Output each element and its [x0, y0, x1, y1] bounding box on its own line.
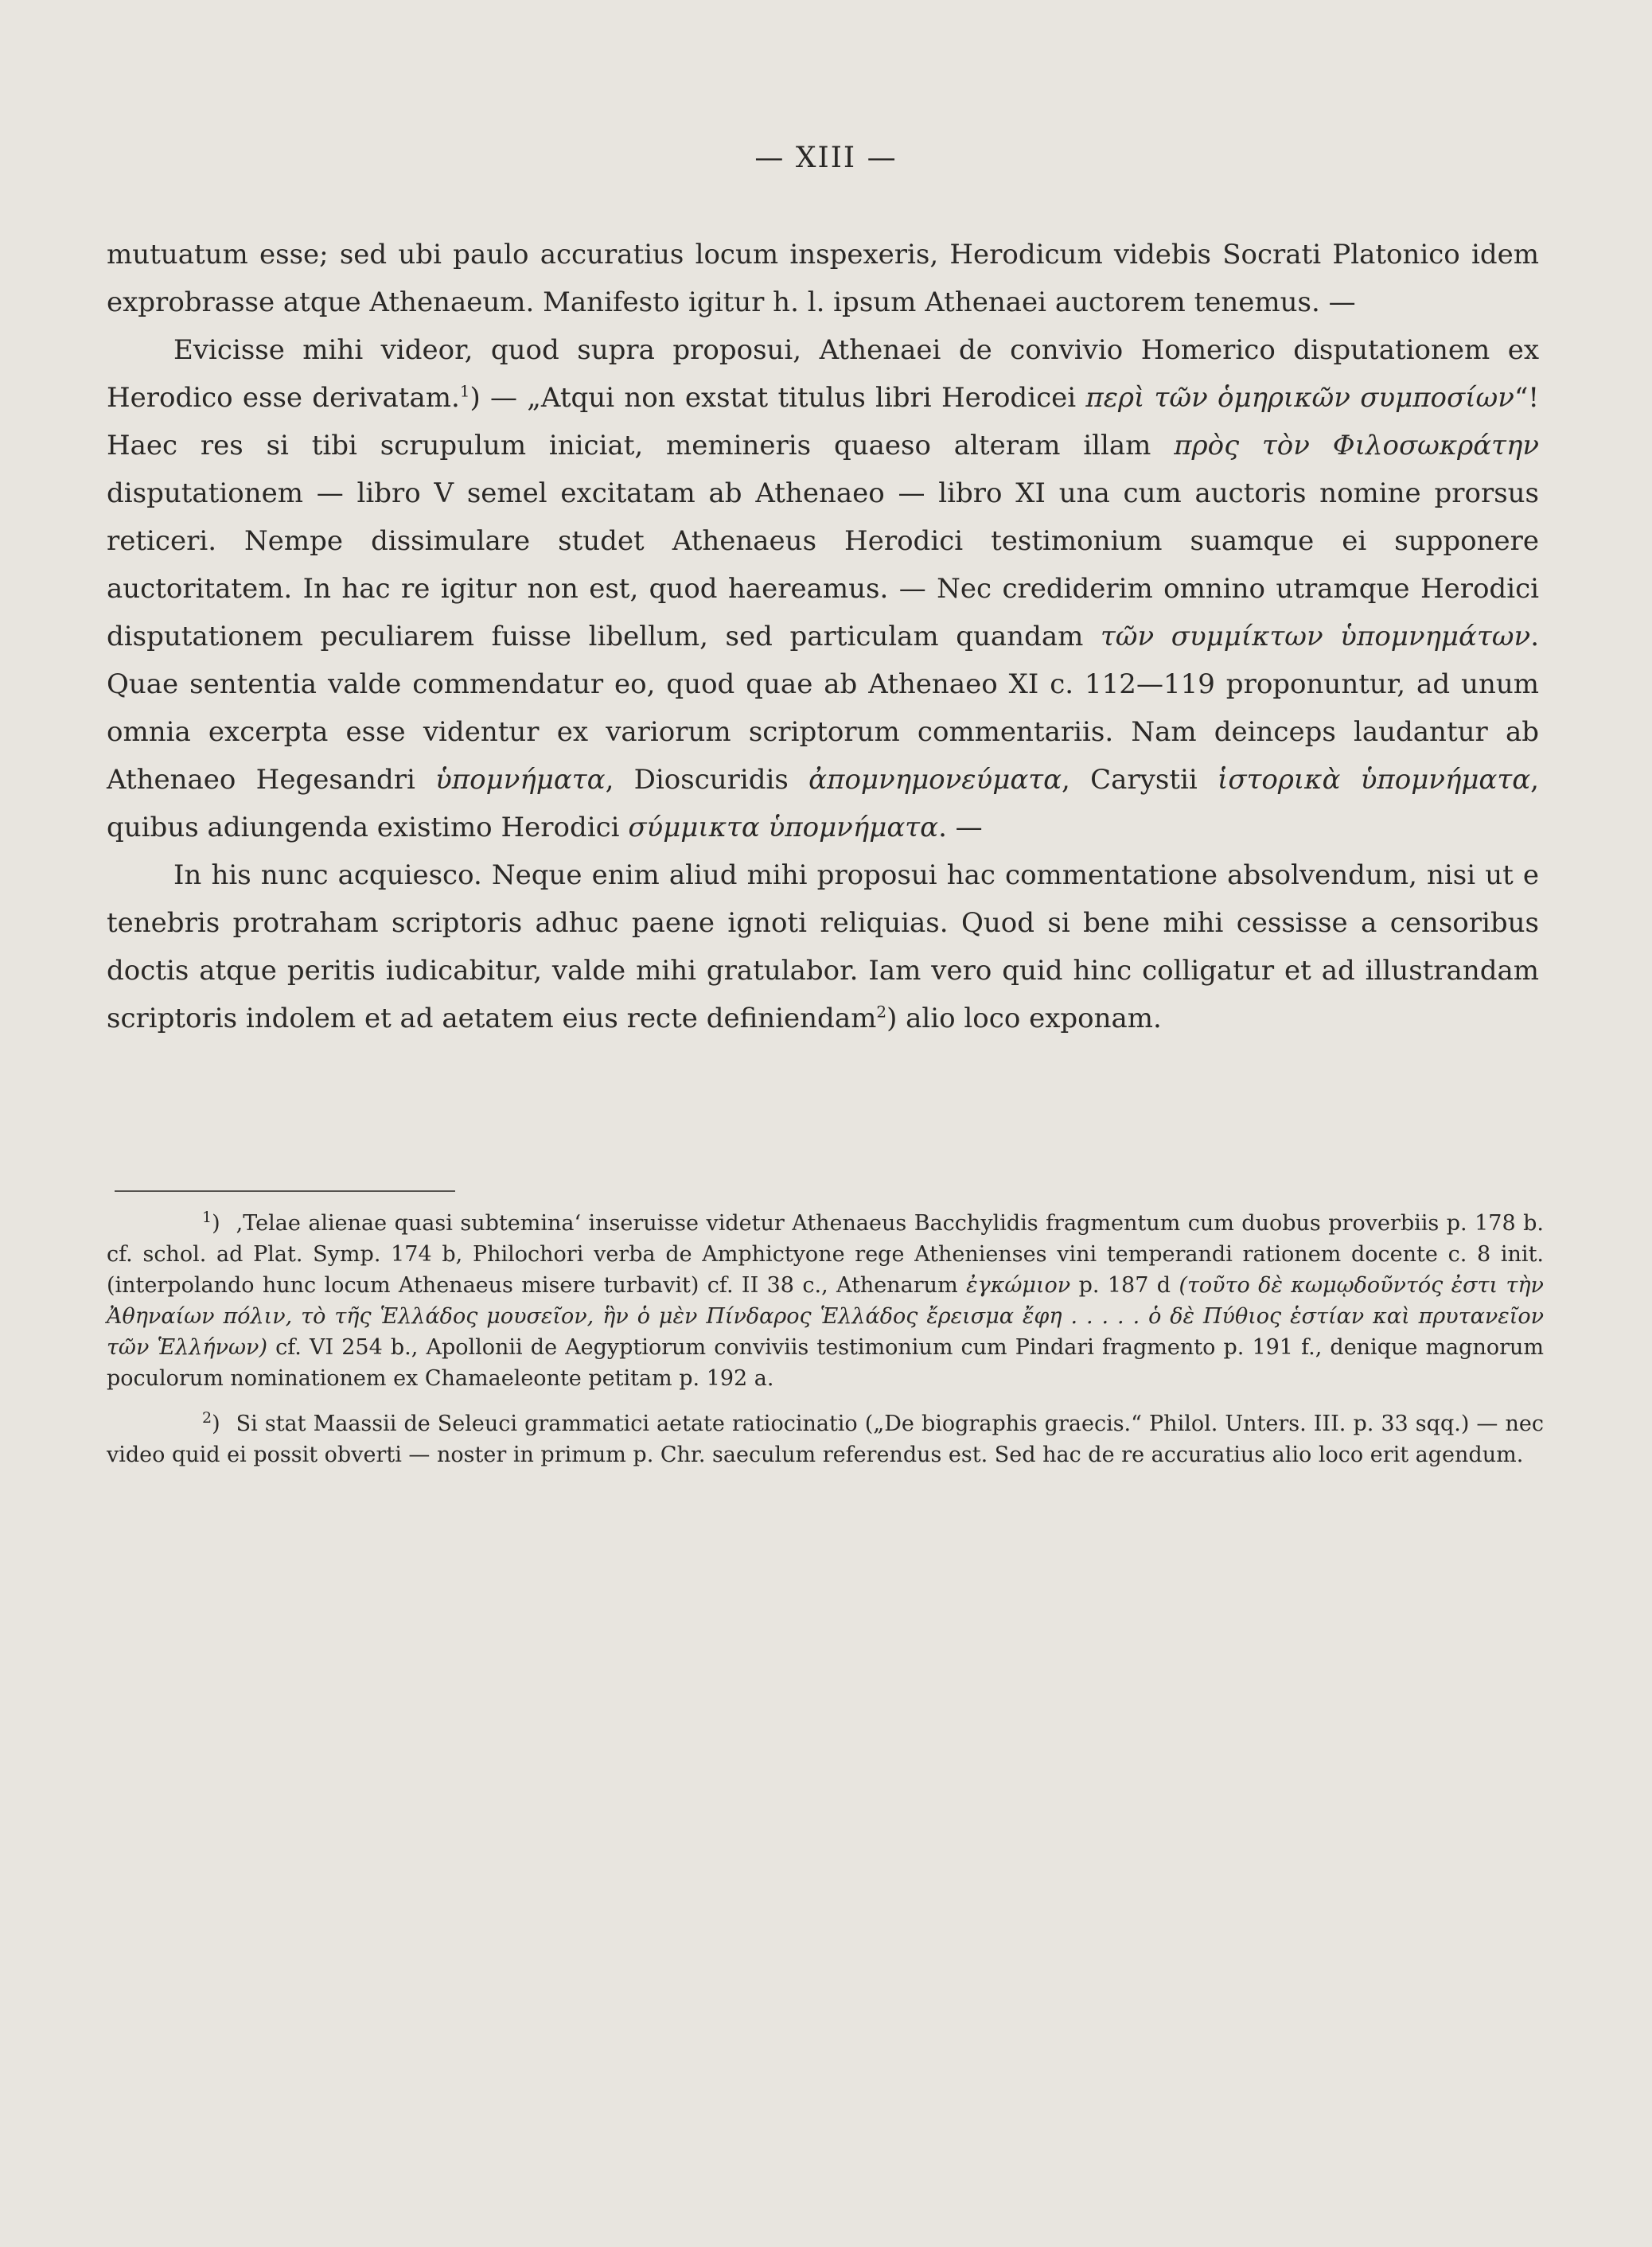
footnote-1-number: 1	[202, 1209, 212, 1226]
paragraph-2-text-c: “! Haec res si tibi scrupulum iniciat, memineris quaeso alteram illam	[107, 382, 1539, 461]
footnote-1	[107, 1208, 1544, 1394]
footnote-1-text-b: p. 187 d	[1078, 1273, 1171, 1298]
greek-symmikta: σύμμικτα ὑπομνήματα	[628, 812, 939, 843]
paragraph-3	[107, 851, 1539, 1042]
paragraph-2-text-a: Evicisse mihi videor, quod supra proposui, Athenaei de convivio Homerico disputationem ex Herodico esse derivatam.	[107, 334, 1539, 414]
footnote-2-marker: $^2$)	[202, 1409, 220, 1436]
footnote-2-text: Si stat Maassii de Seleuci grammatici aetate ratiocinatio („De biographis graecis.“ Philol. Unters. III. p. 33 sqq.) — nec video quid ei possit obverti — noster in primum p. Chr. saeculum referendus est. Sed hac de re accuratius alio loco erit agendum.	[107, 1412, 1544, 1467]
paragraph-2-text-e: . Quae sententia valde commendatur eo, quod quae ab Athenaeo XI c. 112—119 proponuntur, ad unum omnia excerpta esse videntur ex variorum scriptorum commentariis. Nam deinceps laudantur ab Athenaeo Hegesandri	[107, 621, 1540, 796]
footnote-1-marker: $^1$)	[202, 1209, 220, 1236]
footnote-1-greek-enkomion: ἐγκώμιον	[966, 1273, 1071, 1298]
paragraph-2-text-f: , Dioscuridis	[605, 764, 789, 796]
page-number-header: — XIII —	[754, 142, 898, 174]
greek-title-philosocrates: πρὸς τὸν Φιλοσωκράτην	[1174, 430, 1540, 461]
paragraph-3-text-b: ) alio loco exponam.	[886, 1003, 1162, 1034]
footnote-1-greek-quotation: (τοῦτο δὲ κωμῳδοῦντός ἐστι τὴν Ἀθηναίων πόλιν, τὸ τῆς Ἑλλάδος μουσεῖον, ἣν ὁ μὲν Πίνδαρος Ἑλλάδος ἔρεισμα ἔφη . . . . . ὁ δὲ Πύθιος ἑστίαν καὶ πρυτανεῖον τῶν Ἑλλήνων)	[107, 1273, 1544, 1360]
footnote-2-number: 2	[202, 1409, 212, 1427]
greek-symmikta-hypomnemata: τῶν συμμίκτων ὑπομνημάτων	[1100, 621, 1531, 652]
paragraph-3-text-a: In his nunc acquiesco. Neque enim aliud mihi proposui hac commentatione absolvendum, nisi ut e tenebris protraham scriptoris adhuc paene ignoti reliquias. Quod si bene mihi cessisse a censoribus doctis atque peritis iudicabitur, valde mihi gratulabor. Iam vero quid hinc colligatur et ad illustrandam scriptoris indolem et ad aetatem eius recte definiendam	[107, 859, 1539, 1034]
paragraph-2-text-i: . —	[938, 812, 983, 843]
paragraph-2-text-h: , quibus adiungenda existimo Herodici	[107, 764, 1539, 843]
footnote-ref-1[interactable]: 1	[459, 381, 470, 401]
footnotes	[107, 1208, 1544, 1485]
footnote-1-text-a: ,Telae alienae quasi subtemina‘ inseruisse videtur Athenaeus Bacchylidis fragmentum cum duobus proverbiis p. 178 b. cf. schol. ad Plat. Symp. 174 b, Philochori verba de Amphictyone rege Athenienses vini temperandi rationem docente c. 8 init. (interpolando hunc locum Athenaeus misere turbavit) cf. II 38 c., Athenarum	[107, 1211, 1544, 1298]
footnote-2	[107, 1408, 1544, 1470]
paragraph-1-text: mutuatum esse; sed ubi paulo accuratius locum inspexeris, Herodicum videbis Socrati Platonico idem exprobrasse atque Athenaeum. Manifesto igitur h. l. ipsum Athenaei auctorem tenemus. —	[107, 239, 1539, 318]
paragraph-2	[107, 326, 1539, 851]
paragraph-2-text-b: ) — „Atqui non exstat titulus libri Herodicei	[469, 382, 1077, 414]
paragraph-1	[107, 231, 1539, 326]
footnote-divider	[115, 1190, 455, 1192]
main-text	[107, 231, 1539, 1042]
greek-historika-hypomnemata: ἱστορικὰ ὑπομνήματα	[1218, 764, 1531, 796]
paragraph-2-text-d: disputationem — libro V semel excitatam ab Athenaeo — libro XI una cum auctoris nomine prorsus reticeri. Nempe dissimulare studet Athenaeus Herodici testimonium suamque ei supponere auctoritatem. In hac re igitur non est, quod haereamus. — Nec crediderim omnino utramque Herodici disputationem peculiarem fuisse libellum, sed particulam quandam	[107, 477, 1539, 652]
greek-title-symposion: περὶ τῶν ὁμηρικῶν συμποσίων	[1085, 382, 1514, 414]
paragraph-2-text-g: , Carystii	[1062, 764, 1198, 796]
footnote-ref-2[interactable]: 2	[876, 1002, 887, 1022]
footnote-1-text-c: cf. VI 254 b., Apollonii de Aegyptiorum conviviis testimonium cum Pindari fragmento p. 191 f., denique magnorum poculorum nominationem ex Chamaeleonte petitam p. 192 a.	[107, 1335, 1544, 1391]
greek-apomnemoneumata: ἀπομνημονεύματα	[808, 764, 1062, 796]
greek-hypomnemata: ὑπομνήματα	[435, 764, 606, 796]
